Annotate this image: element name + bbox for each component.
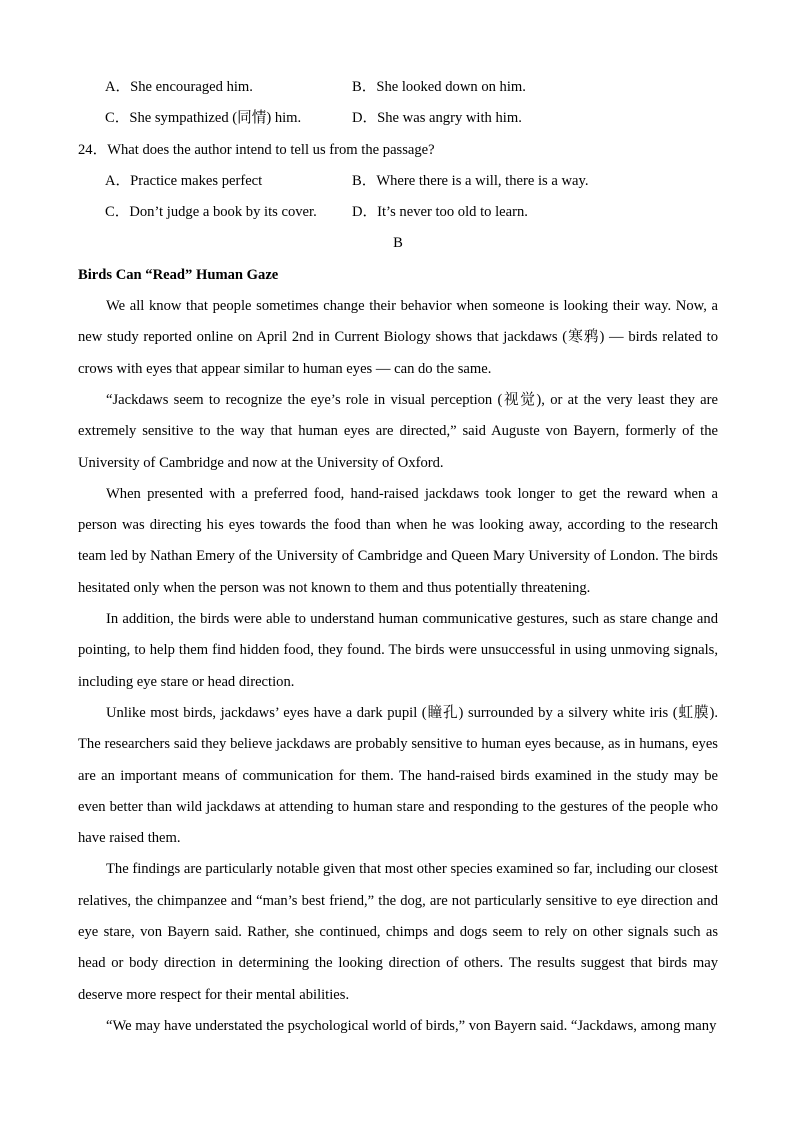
option-a: A．Practice makes perfect [105,172,263,189]
passage-paragraph: We all know that people sometimes change their behavior when someone is looking their way. Now, a new study reported online on April 2nd in Current Biology shows that jackdaws (寒鸦) — birds related to crows with eyes that appear similar to human eyes — can do the same. [78,298,718,377]
options-row [78,103,718,134]
option-a: A．She encouraged him. [105,79,253,95]
options-row [78,166,718,197]
option-d: D．She was angry with him. [352,110,522,127]
passage-paragraph: Unlike most birds, jackdaws’ eyes have a dark pupil (瞳孔) surrounded by a silvery white iris (虹膜). The researchers said they believe jackdaws are probably sensitive to human eyes because, as in humans, eyes are an important means of communication for them. The hand-raised birds examined in the study may be even better than wild jackdaws at attending to human stare and responding to the gestures of the people who have raised them. [78,704,718,847]
options-row [78,72,718,103]
option-c: C．She sympathized (同情) him. [105,110,302,127]
passage-paragraph: “Jackdaws seem to recognize the eye’s role in visual perception (视觉), or at the very least they are extremely sensitive to the way that human eyes are directed,” said Auguste von Bayern, formerly of the University of Cambridge and now at the University of Oxford. [78,391,718,471]
options-row [78,197,718,228]
option-b: B．Where there is a will, there is a way. [352,172,589,189]
section-b-label: B [393,235,403,252]
passage-paragraph: The findings are particularly notable given that most other species examined so far, including our closest relatives, the chimpanzee and “man’s best friend,” the dog, are not particularly sensitive to eye direction and eye stare, von Bayern said. Rather, she continued, chimps and dogs seem to rely on other signals such as head or body direction in determining the looking direction of others. The results suggest that birds may deserve more respect for their mental abilities. [78,861,718,1003]
passage-paragraph: When presented with a preferred food, hand-raised jackdaws took longer to get the reward when a person was directing his eyes towards the food than when he was looking away, according to the research team led by Nathan Emery of the University of Cambridge and Queen Mary University of London. The birds hesitated only when the person was not known to them and thus potentially threatening. [78,485,718,596]
option-b: B．She looked down on him. [352,79,526,95]
question-24: 24．What does the author intend to tell us from the passage? [78,141,435,158]
option-d: D．It’s never too old to learn. [352,204,528,221]
option-c: C．Don’t judge a book by its cover. [105,204,317,221]
passage-title: Birds Can “Read” Human Gaze [78,266,279,283]
passage-paragraph: “We may have understated the psychological world of birds,” von Bayern said. “Jackdaws, among many [106,1017,717,1034]
passage-paragraph: In addition, the birds were able to understand human communicative gestures, such as stare change and pointing, to help them find hidden food, they found. The birds were unsuccessful in using unmoving signals, including eye stare or head direction. [78,611,718,690]
